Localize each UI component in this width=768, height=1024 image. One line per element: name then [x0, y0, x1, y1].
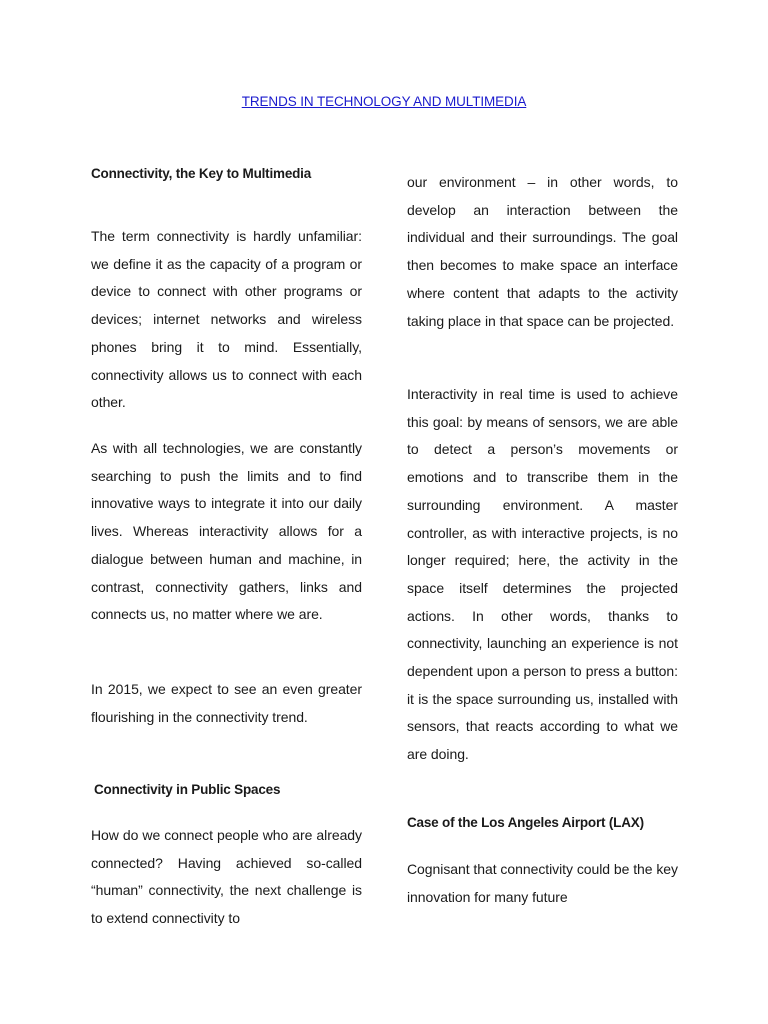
document-title: TRENDS IN TECHNOLOGY AND MULTIMEDIA [241, 94, 527, 109]
paragraph-2015-trend: In 2015, we expect to see an even greater flourishing in the connectivity trend. [91, 681, 362, 725]
paragraph-environment-interaction: our environment – in other words, to develop an interaction between the individual and their surroundings. The goal then becomes to make space an interface where content that adapts to the activity taking place in that space can be projected. [407, 174, 678, 329]
section-heading-connectivity-key: Connectivity, the Key to Multimedia [91, 166, 312, 181]
paragraph-connect-people: How do we connect people who are already connected? Having achieved so-called “human” connectivity, the next challenge is to extend connectivity to [91, 827, 362, 927]
paragraph-connectivity-definition: The term connectivity is hardly unfamiliar: we define it as the capacity of a program or device to connect with other programs or devices; internet networks and wireless phones bring it to mind. Essentially, connectivity allows us to connect with each other. [91, 228, 362, 411]
section-heading-lax-case: Case of the Los Angeles Airport (LAX) [407, 815, 644, 830]
section-heading-public-spaces: Connectivity in Public Spaces [94, 782, 281, 797]
paragraph-real-time-interactivity: Interactivity in real time is used to achieve this goal: by means of sensors, we are able to detect a person’s movements or emotions and to transcribe them in the surrounding environment. A master controller, as with interactive projects, is no longer required; here, the activity in the space itself determines the projected actions. In other words, thanks to connectivity, launching an experience is not dependent upon a person to press a button: it is the space surrounding us, installed with sensors, that reacts according to what we are doing. [407, 386, 678, 763]
paragraph-cognisant-connectivity: Cognisant that connectivity could be the key innovation for many future [407, 861, 678, 905]
paragraph-technologies-limits: As with all technologies, we are constantly searching to push the limits and to find innovative ways to integrate it into our daily lives. Whereas interactivity allows for a dialogue between human and machine, in contrast, connectivity gathers, links and connects us, no matter where we are. [91, 440, 362, 623]
